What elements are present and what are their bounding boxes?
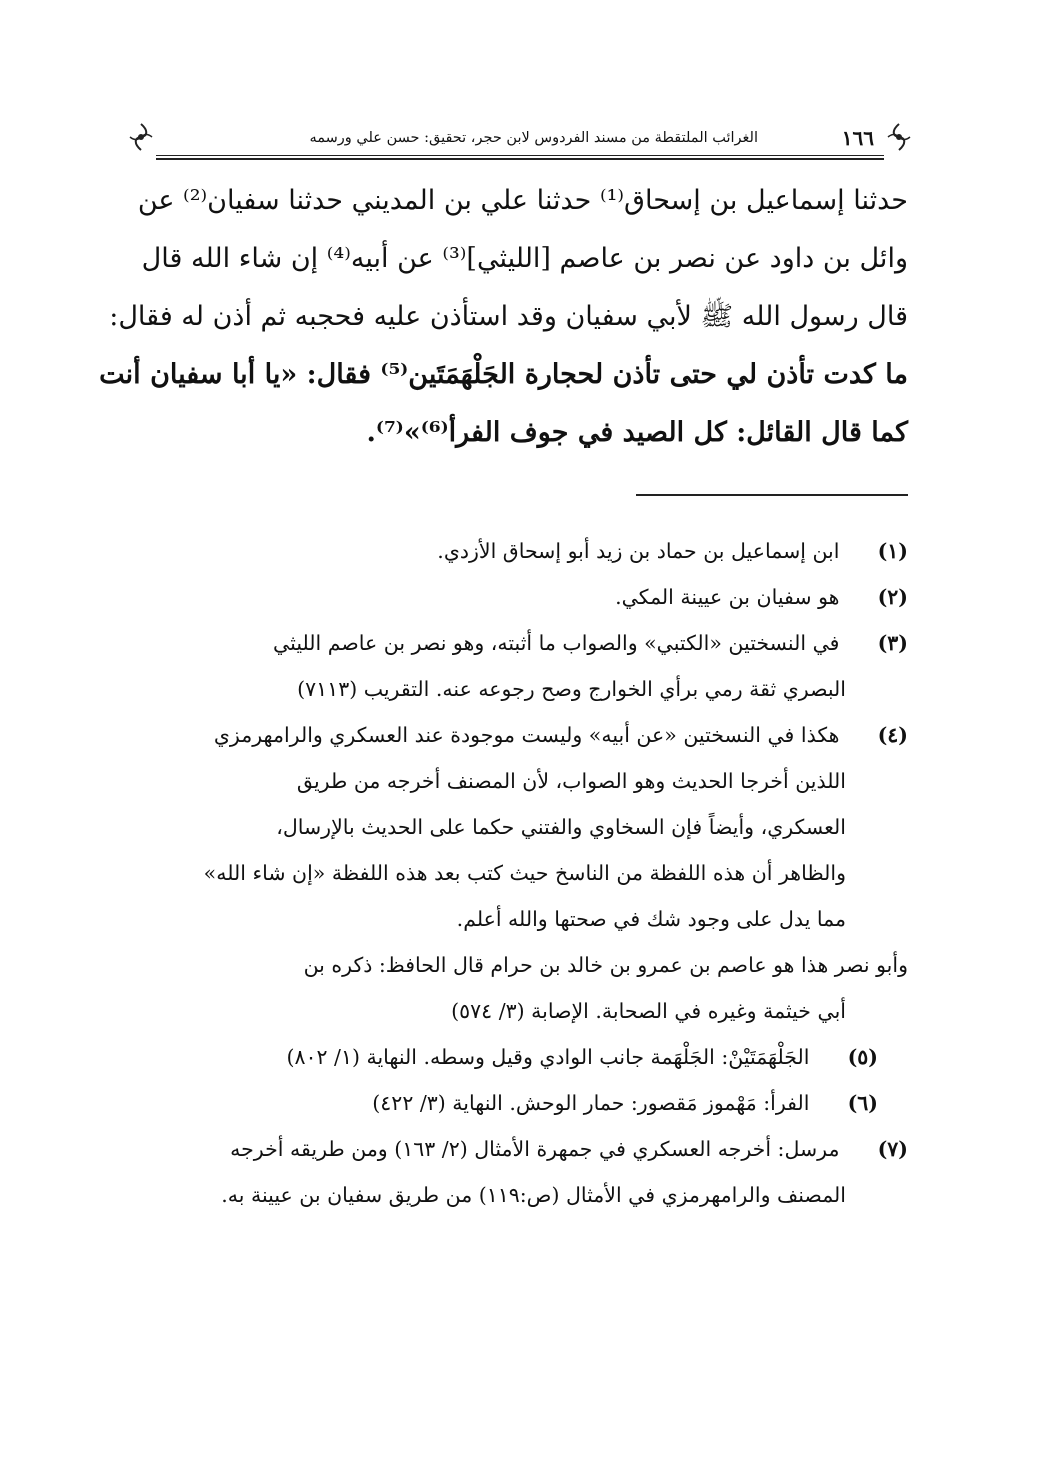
header-rule-thin: [156, 155, 884, 156]
footnote-text: ابن إسماعيل بن حماد بن زيد أبو إسحاق الأزدي.: [437, 539, 840, 563]
footnote-6: [132, 1080, 908, 1126]
footnote-number: (٥): [847, 1045, 878, 1069]
footnote-4-paragraph: وأبو نصر هذا هو عاصم بن عمرو بن خالد بن حرام قال الحافظ: ذكره بن: [303, 953, 908, 977]
footnote-number: (٣): [877, 631, 908, 655]
ornament-left-icon: [126, 122, 156, 152]
footnote-number: (٢): [877, 585, 908, 609]
footnote-text: في النسختين «الكتبي» والصواب ما أثبته، وهو نصر بن عاصم الليثي: [273, 631, 840, 655]
hadith-line: ما كدت تأذن لي حتى تأذن لحجارة الجَلْهَمَتَين⁽⁵⁾ فقال: «يا أبا سفيان أنت: [99, 359, 908, 390]
page-header: [132, 118, 908, 160]
ornament-right-icon: [884, 122, 914, 152]
footnote-text: الفرأ: مَهْموز مَقصور: حمار الوحش. النهاية (٣/ ٤٢٢): [372, 1091, 810, 1115]
footnote-7: [132, 1126, 908, 1172]
hadith-line: كما قال القائل: كل الصيد في جوف الفرأ⁽⁶⁾»⁽⁷⁾.: [366, 417, 908, 448]
hadith-line: حدثنا إسماعيل بن إسحاق⁽¹⁾ حدثنا علي بن المديني حدثنا سفيان⁽²⁾ عن: [137, 185, 908, 216]
footnote-number: (١): [877, 539, 908, 563]
footnote-text: الجَلْهَمَتَيْنْ: الجَلْهَمة جانب الوادي وقيل وسطه. النهاية (١/ ٨٠٢): [286, 1045, 810, 1069]
footnote-3-continued: البصري ثقة رمي برأي الخوارج وصح رجوعه عنه. التقريب (٧١١٣): [297, 677, 846, 701]
footnote-7-continued: المصنف والرامهرمزي في الأمثال (ص:١١٩) من طريق سفيان بن عيينة به.: [221, 1183, 846, 1207]
footnote-4-continued: أبي خيثمة وغيره في الصحابة. الإصابة (٣/ ٥٧٤): [451, 999, 846, 1023]
running-title: الغرائب الملتقطة من مسند الفردوس لابن حجر، تحقيق: حسن علي ورسمه: [309, 130, 758, 146]
footnote-4-continued: والظاهر أن هذه اللفظة من الناسخ حيث كتب بعد هذه اللفظة «إن شاء الله»: [203, 861, 846, 885]
footnote-text: هو سفيان بن عيينة المكي.: [615, 585, 840, 609]
page-number: ١٦٦: [841, 126, 874, 150]
footnote-5: [132, 1034, 908, 1080]
hadith-line: وائل بن داود عن نصر بن عاصم [الليثي]⁽³⁾ عن أبيه⁽⁴⁾ إن شاء الله قال: [141, 243, 908, 274]
footnote-number: (٤): [877, 723, 908, 747]
header-rule: [156, 158, 884, 160]
footnote-4-continued: العسكري، وأيضاً فإن السخاوي والفتني حكما على الحديث بالإرسال،: [276, 815, 846, 839]
hadith-line: قال رسول الله ﷺ لأبي سفيان وقد استأذن عليه فحجبه ثم أذن له فقال:: [109, 301, 908, 332]
footnote-number: (٧): [877, 1137, 908, 1161]
footnote-separator: [636, 494, 908, 496]
hadith-text: [99, 172, 908, 462]
footnote-4: [132, 712, 908, 758]
footnote-4-continued: مما يدل على وجود شك في صحتها والله أعلم.: [456, 907, 846, 931]
footnotes: [132, 528, 908, 1218]
footnote-2: [132, 574, 908, 620]
footnote-4-continued: اللذين أخرجا الحديث وهو الصواب، لأن المصنف أخرجه من طريق: [296, 769, 846, 793]
footnote-text: هكذا في النسختين «عن أبيه» وليست موجودة عند العسكري والرامهرمزي: [213, 723, 840, 747]
footnote-3: [132, 620, 908, 666]
footnote-1: [132, 528, 908, 574]
footnote-text: مرسل: أخرجه العسكري في جمهرة الأمثال (٢/ ١٦٣) ومن طريقه أخرجه: [230, 1137, 840, 1161]
footnote-number: (٦): [847, 1091, 878, 1115]
